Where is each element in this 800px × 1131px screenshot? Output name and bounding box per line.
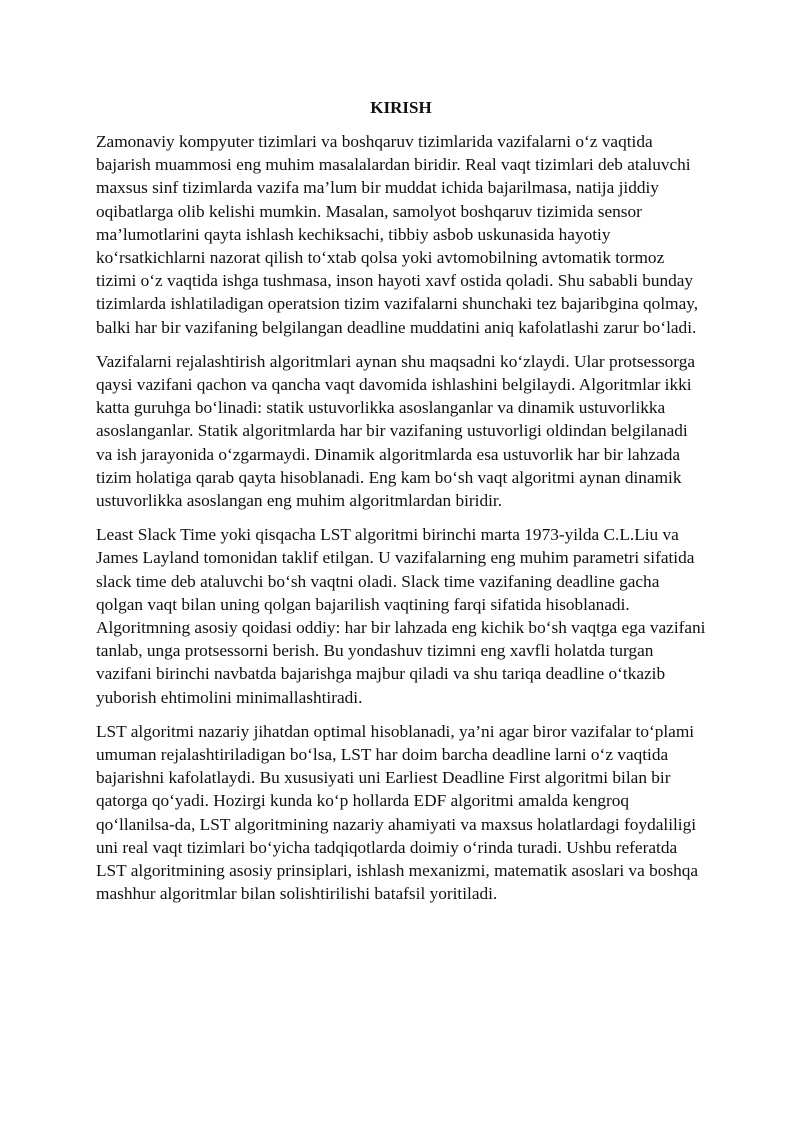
paragraph-4: LST algoritmi nazariy jihatdan optimal hisoblanadi, ya’ni agar biror vazifalar to‘plami umuman rejalashtiriladigan bo‘lsa, LST har doim barcha deadline larni o‘z vaqtida bajarishni kafolatlaydi. Bu xususiyati uni Earliest Deadline First algoritmi bilan bir qatorga qo‘yadi. Hozirgi kunda ko‘p hollarda EDF algoritmi amalda kengroq qo‘llanilsa-da, LST algoritmining nazariy ahamiyati va maxsus holatlardagi foydaliligi uni real vaqt tizimlari bo‘yicha tadqiqotlarda doimiy o‘rinda turadi. Ushbu referatda LST algoritmining asosiy prinsiplari, ishlash mexanizmi, matematik asoslari va boshqa mashhur algoritmlar bilan solishtirilishi batafsil yoritiladi. [96,721,699,904]
paragraph-3: Least Slack Time yoki qisqacha LST algoritmi birinchi marta 1973-yilda C.L.Liu va James Layland tomonidan taklif etilgan. U vazifalarning eng muhim parametri sifatida slack time deb ataluvchi bo‘sh vaqtni oladi. Slack time vazifaning deadline gacha qolgan vaqt bilan uning qolgan bajarilish vaqtining farqi sifatida hisoblanadi. Algoritmning asosiy qoidasi oddiy: har bir lahzada eng kichik bo‘sh vaqtga ega vazifani tanlab, unga protsessorni berish. Bu yondashuv tizimni eng xavfli holatda turgan vazifani birinchi navbatda bajarishga majbur qiladi va shu tariqa deadline o‘tkazib yuborish ehtimolini minimallashtiradi. [96,525,706,707]
document-title: KIRISH [370,98,432,117]
paragraph-1: Zamonaviy kompyuter tizimlari va boshqaruv tizimlarida vazifalarni o‘z vaqtida bajarish muammosi eng muhim masalalardan biridir. Real vaqt tizimlari deb ataluvchi maxsus sinf tizimlarda vazifa ma’lum bir muddat ichida bajarilmasa, natija jiddiy oqibatlarga olib kelishi mumkin. Masalan, samolyot boshqaruv tizimida sensor ma’lumotlarini qayta ishlash kechiksachi, tibbiy asbob uskunasida hayotiy ko‘rsatkichlarni nazorat qilish to‘xtab qolsa yoki avtomobilning avtomatik tormoz tizimi o‘z vaqtida ishga tushmasa, inson hayoti xavf ostida qoladi. Shu sababli bunday tizimlarda ishlatiladigan operatsion tizim vazifalarni shunchaki tez bajaribgina qolmay, balki har bir vazifaning belgilangan deadline muddatini aniq kafolatlashi zarur bo‘ladi. [96,132,699,337]
document-page [96,96,706,917]
paragraph-2: Vazifalarni rejalashtirish algoritmlari aynan shu maqsadni ko‘zlaydi. Ular protsessorga qaysi vazifani qachon va qancha vaqt davomida ishlashini belgilaydi. Algoritmlar ikki katta guruhga bo‘linadi: statik ustuvorlikka asoslanganlar va dinamik ustuvorlikka asoslanganlar. Statik algoritmlarda har bir vazifaning ustuvorligi oldindan belgilanadi va ish jarayonida o‘zgarmaydi. Dinamik algoritmlarda esa ustuvorlik har bir lahzada tizim holatiga qarab qayta hisoblanadi. Eng kam bo‘sh vaqt algoritmi aynan dinamik ustuvorlikka asoslangan eng muhim algoritmlardan biridir. [96,351,696,511]
